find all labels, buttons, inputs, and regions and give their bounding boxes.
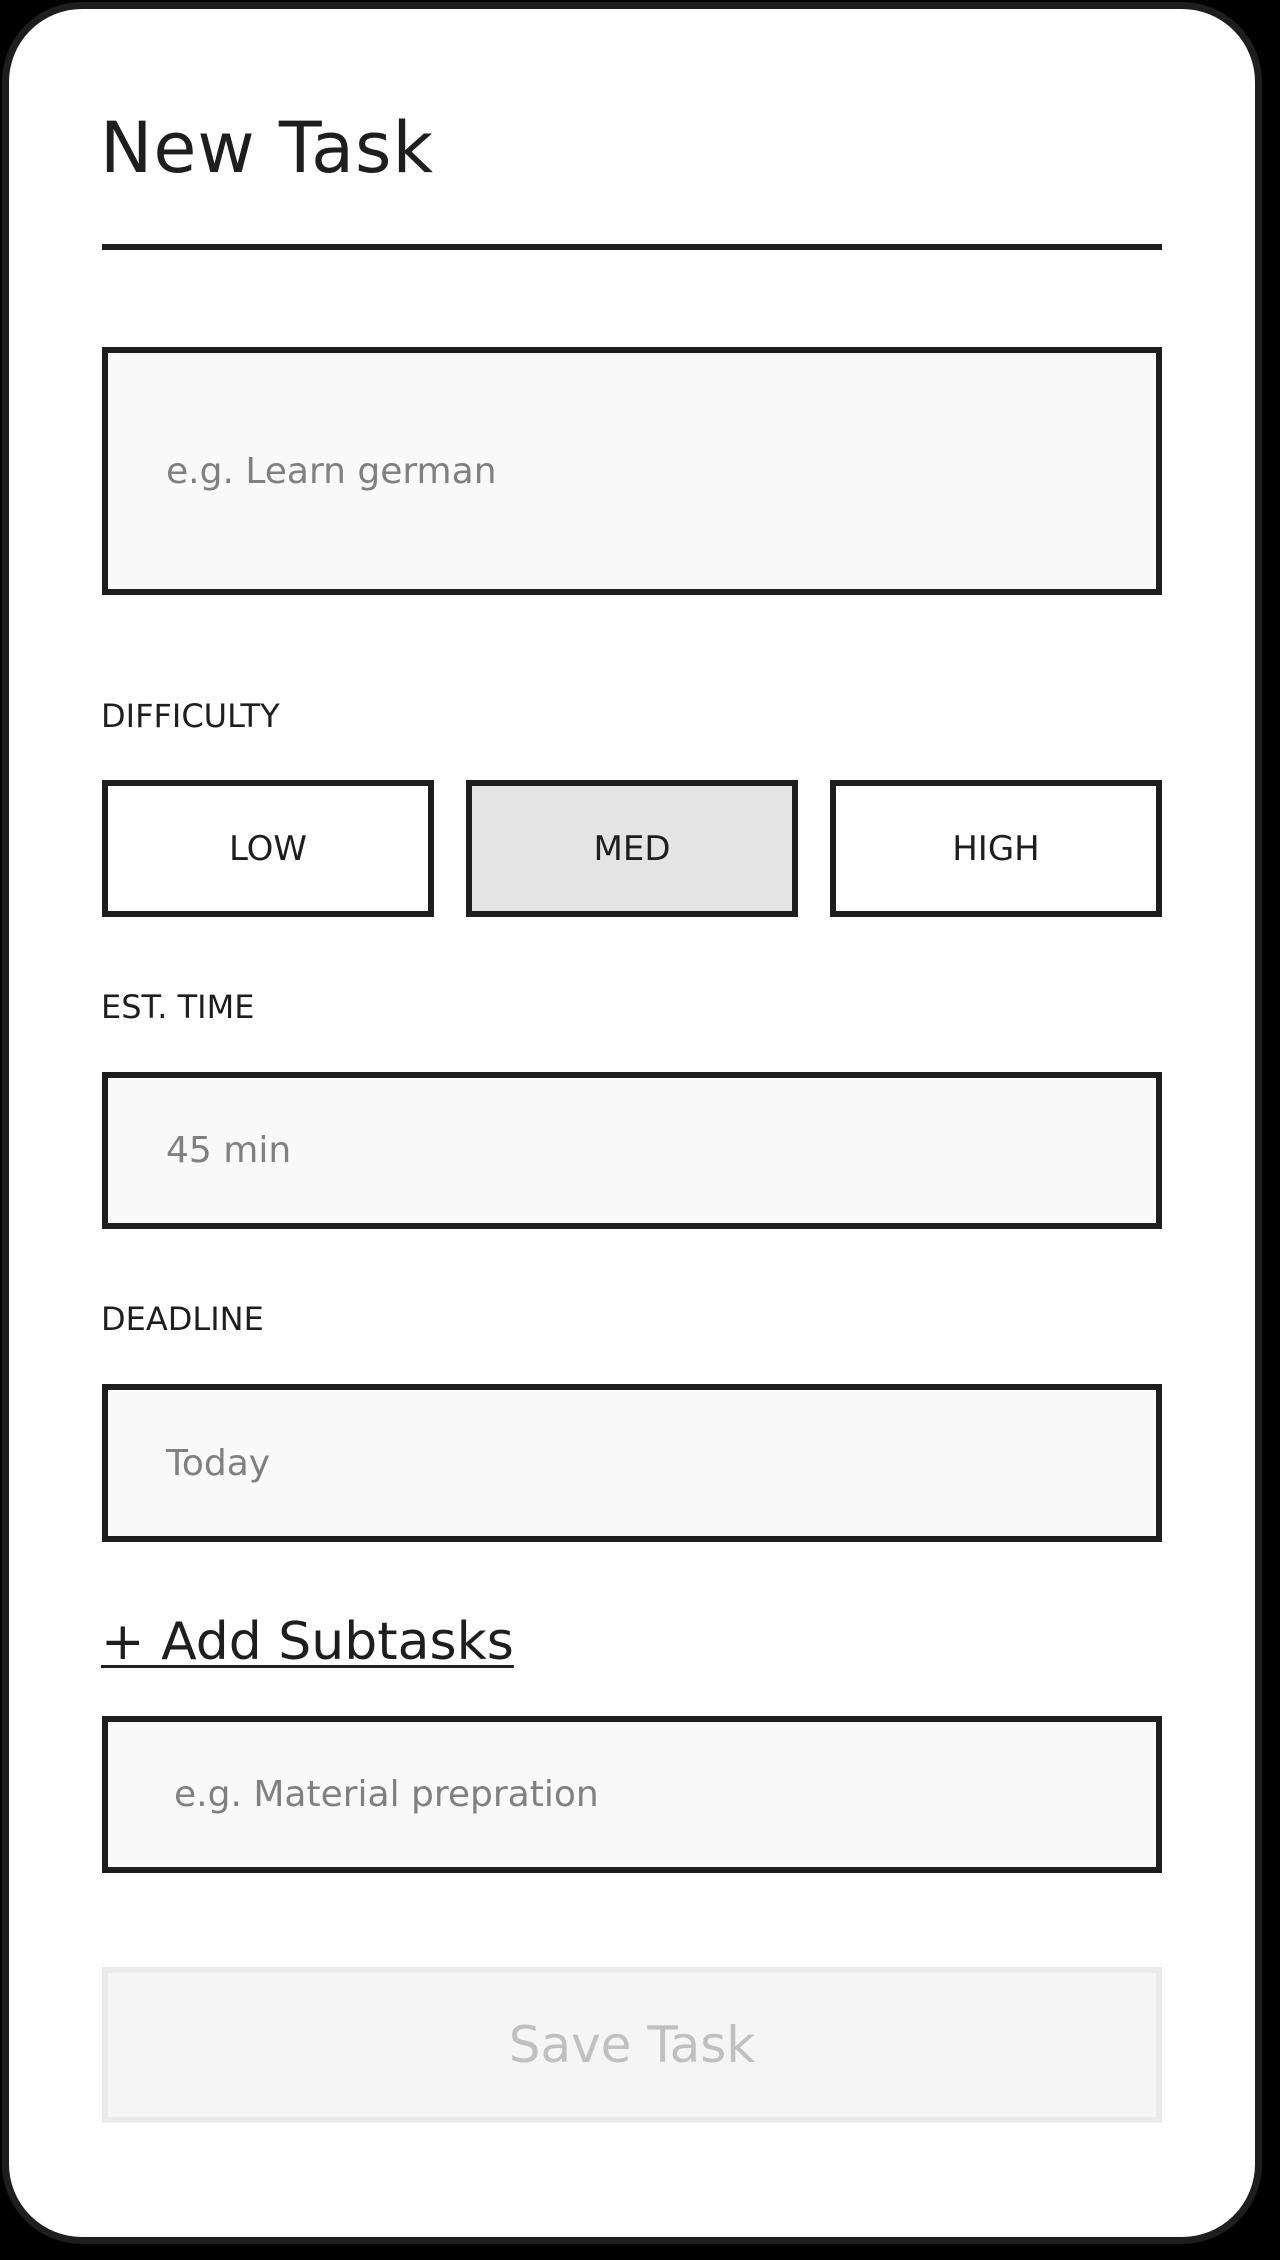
difficulty-label: DIFFICULTY — [101, 697, 280, 735]
task-name-field[interactable] — [102, 347, 1162, 595]
add-subtasks-link[interactable]: + Add Subtasks — [101, 1612, 514, 1672]
est-time-label: EST. TIME — [101, 988, 255, 1026]
est-time-input[interactable] — [166, 1130, 1156, 1171]
title-divider — [102, 244, 1162, 250]
est-time-field[interactable] — [102, 1072, 1162, 1229]
difficulty-low-button[interactable]: LOW — [102, 780, 434, 917]
difficulty-med-button[interactable]: MED — [466, 780, 798, 917]
difficulty-high-button[interactable]: HIGH — [830, 780, 1162, 917]
subtask-input[interactable] — [174, 1774, 1156, 1815]
deadline-label: DEADLINE — [101, 1300, 264, 1338]
task-name-input[interactable] — [166, 451, 1156, 492]
deadline-input[interactable] — [166, 1443, 1156, 1484]
subtask-field[interactable] — [102, 1716, 1162, 1873]
deadline-field[interactable] — [102, 1384, 1162, 1542]
page-title: New Task — [100, 107, 435, 189]
save-task-button[interactable]: Save Task — [102, 1967, 1162, 2123]
